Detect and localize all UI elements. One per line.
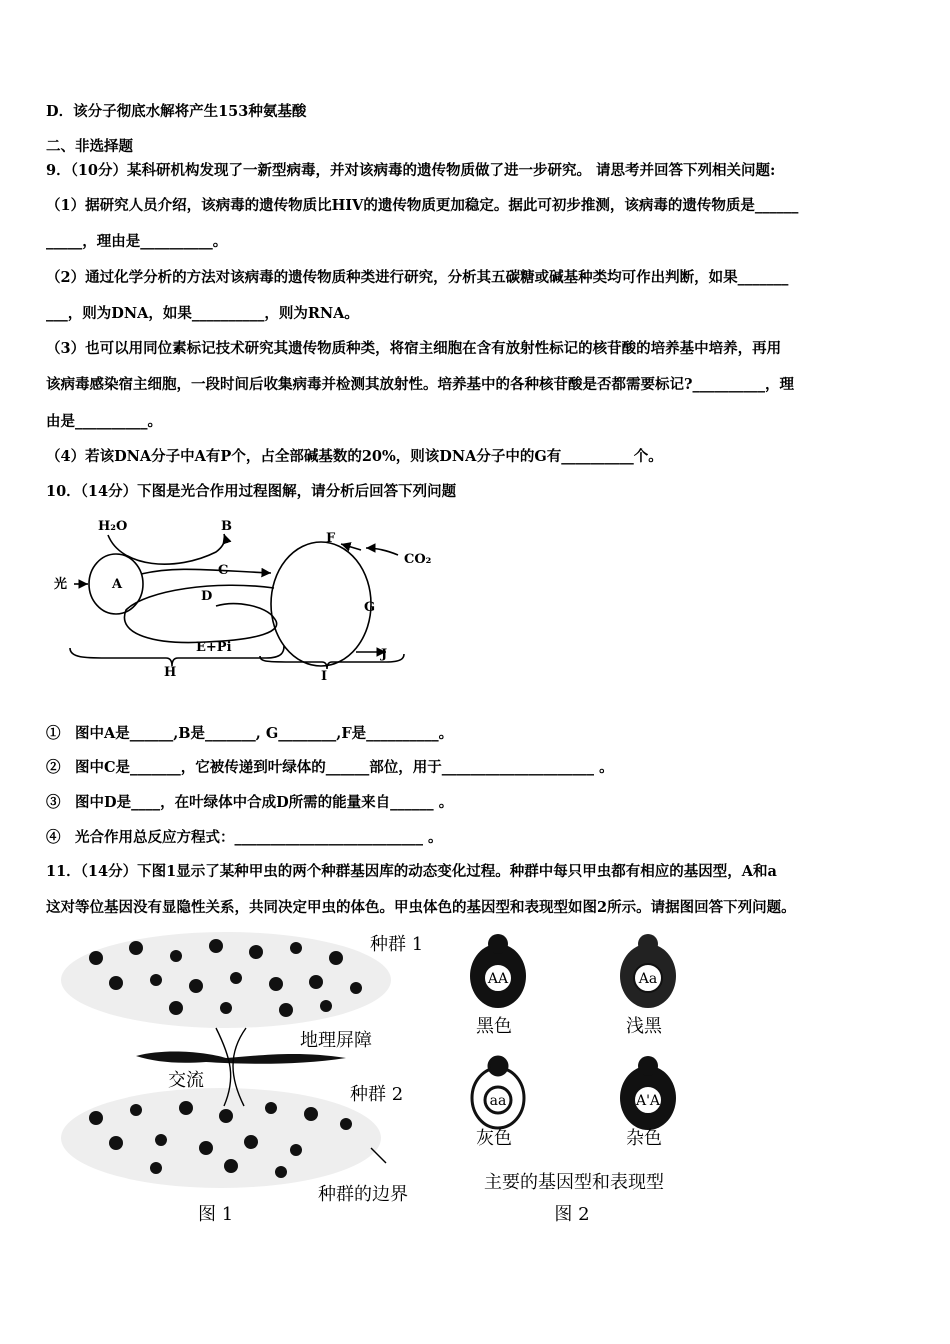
label-d: D — [201, 589, 213, 604]
label-light: 光 — [54, 577, 68, 592]
section-heading: 二、非选择题 — [46, 138, 133, 155]
q9-part2-line2: ___，则为DNA，如果__________，则为RNA。 — [46, 305, 359, 322]
population-2-area — [61, 1088, 381, 1188]
option-d: D．该分子彻底水解将产生153种氨基酸 — [46, 103, 307, 120]
phenotype-gray: 灰色 — [476, 1128, 512, 1149]
label-g: G — [364, 600, 376, 615]
q10-item2: ② 图中C是_______，它被传递到叶绿体的______部位，用于_____________________ 。 — [46, 759, 614, 776]
q9-part3-line3: 由是__________。 — [46, 413, 162, 430]
label-population-2: 种群 2 — [350, 1084, 404, 1105]
phenotype-light-black: 浅黑 — [626, 1016, 662, 1037]
geographic-barrier — [136, 1052, 346, 1064]
genotype-aa-rec: aa — [489, 1093, 507, 1109]
question-10-stem: 10．（14分）下图是光合作用过程图解，请分析后回答下列问题 — [46, 483, 457, 500]
genotype-aa-het: Aa — [638, 971, 658, 987]
genotype-aa: AA — [487, 971, 509, 987]
question-11-stem-line2: 这对等位基因没有显隐性关系，共同决定甲虫的体色。甲虫体色的基因型和表现型如图2所示。请据图回答下列问题。 — [46, 899, 796, 916]
label-epi: E+Pi — [196, 640, 232, 655]
genotype-aprime-a: A'A — [635, 1093, 661, 1109]
label-barrier: 地理屏障 — [300, 1030, 372, 1051]
q10-item3: ③ 图中D是____，在叶绿体中合成D所需的能量来自______ 。 — [46, 794, 454, 811]
q9-part2-line1: （2）通过化学分析的方法对该病毒的遗传物质种类进行研究，分析其五碳糖或碱基种类均可作出判断，如果_______ — [46, 269, 789, 286]
label-j: J — [381, 647, 388, 662]
label-a: A — [112, 577, 123, 592]
q10-item4: ④ 光合作用总反应方程式：__________________________ 。 — [46, 829, 443, 846]
photosynthesis-diagram — [46, 510, 466, 690]
q9-part3-line2: 该病毒感染宿主细胞，一段时间后收集病毒并检测其放射性。培养基中的各种核苷酸是否都需要标记?__________，理 — [46, 376, 794, 393]
label-boundary: 种群的边界 — [318, 1184, 408, 1205]
phenotype-black: 黑色 — [476, 1016, 512, 1037]
calvin-cycle — [271, 542, 371, 666]
label-i: I — [321, 669, 328, 684]
figure-2-subtitle: 主要的基因型和表现型 — [484, 1172, 664, 1193]
label-b: B — [221, 519, 232, 534]
q9-part1-line1: （1）据研究人员介绍，该病毒的遗传物质比HIV的遗传物质更加稳定。据此可初步推测，该病毒的遗传物质是______ — [46, 197, 799, 214]
label-population-1: 种群 1 — [370, 934, 424, 955]
question-9-stem: 9．（10分）某科研机构发现了一新型病毒，并对该病毒的遗传物质做了进一步研究。 请思考并回答下列相关问题: — [46, 162, 776, 179]
question-11-stem: 11．（14分）下图1显示了某种甲虫的两个种群基因库的动态变化过程。种群中每只甲虫都有相应的基因型，A和a — [46, 863, 777, 880]
figure-1-caption: 图 1 — [198, 1204, 234, 1225]
phenotype-mixed: 杂色 — [626, 1128, 662, 1149]
figure-2-genotypes — [456, 928, 716, 1228]
label-h2o: H₂O — [98, 519, 128, 534]
q9-part1-line2: _____，理由是__________。 — [46, 233, 228, 250]
label-c: C — [218, 563, 229, 578]
figure-2-caption: 图 2 — [554, 1204, 590, 1225]
q9-part3-line1: （3）也可以用同位素标记技术研究其遗传物质种类，将宿主细胞在含有放射性标记的核苷酸的培养基中培养，再用 — [46, 340, 782, 357]
label-co2: CO₂ — [404, 552, 432, 567]
q9-part4: （4）若该DNA分子中A有P个，占全部碱基数的20%，则该DNA分子中的G有__________个。 — [46, 448, 663, 465]
label-h: H — [164, 665, 177, 680]
label-exchange: 交流 — [168, 1070, 204, 1091]
q10-item1: ① 图中A是______,B是_______, G________,F是__________。 — [46, 725, 454, 742]
label-f: F — [326, 531, 336, 546]
figure-1-populations — [56, 928, 446, 1228]
